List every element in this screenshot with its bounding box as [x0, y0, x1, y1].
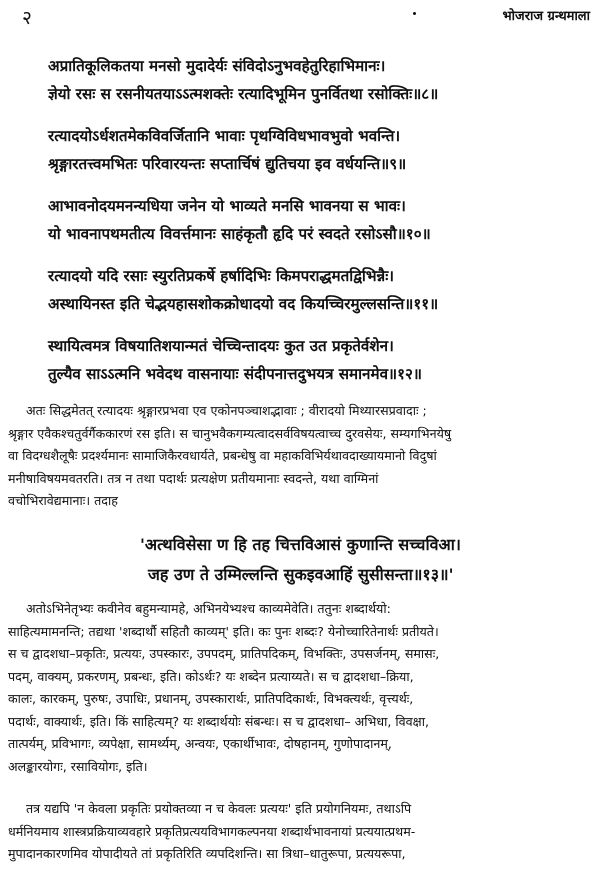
verse-line: रत्यादयो यदि रसाः स्युरतिप्रकर्षे हर्षादिभिः किमपराद्धमतद्विभिन्नैः। [48, 267, 395, 285]
verse-9 [48, 122, 588, 178]
text-line: श्रृङ्गार एवैकश्चतुर्वर्गैककारणं रस इति। स चानुभवैकगम्यत्वादसर्वविषयत्वाच्च दुरवसेयः, सम्यगभिनयेषु [8, 425, 452, 441]
verse-line: स्थायित्वमत्र विषयातिशयान्मतं चेच्चिन्तादयः कुत उत प्रकृतेर्वशेन। [48, 337, 394, 355]
text-line: तात्पर्यम्, प्रविभागः, व्यपेक्षा, सामर्थ्यम्, अन्वयः, एकार्थीभावः, दोषहानम्, गुणोपादानम्, [8, 736, 392, 751]
text-line: स च द्वादशधा–प्रकृतिः, प्रत्ययः, उपस्कारः, उपपदम्, प्रातिपदिकम्, विभक्तिः, उपसर्जनम्, समासः, [8, 646, 440, 661]
text-line: कालः, कारकम्, पुरुषः, उपाधिः, प्रधानम्, उपस्कारार्थः, प्रातिपदिकार्थः, विभक्त्यर्थः, वृत्त्यर्थः, [8, 691, 414, 706]
page-number: २ [22, 7, 32, 29]
header-dot [413, 12, 416, 15]
verse-line: जह उण ते उम्मिल्लन्ति सुकइवआहिं सुसीसन्ता॥१३॥' [148, 565, 454, 584]
verse-line: अप्रातिकूलिकतया मनसो मुदादेर्यः संविदोऽनुभवहेतुरिहाभिमानः। [48, 57, 386, 75]
commentary-paragraph-3 [8, 798, 592, 866]
verse-line: आभावनोदयमनन्यधिया जनेन यो भाव्यते मनसि भावनया स भावः। [48, 197, 406, 215]
page-header [8, 2, 592, 28]
verse-10 [48, 192, 588, 248]
text-line: धर्मनियमाय शास्त्रप्रक्रियाव्यवहारे प्रकृतिप्रत्ययविभागकल्पनया शब्दार्थभावनायां प्रत्ययात्प्रथम- [8, 823, 416, 839]
verse-8 [48, 52, 588, 108]
verse-line: यो भावनापथमतीत्य विवर्त्तमानः साहंकृतौ हृदि परं स्वदते रसोऽसौ॥१०॥ [48, 225, 431, 243]
text-line: अतः सिद्धमेतत् रत्यादयः श्रृङ्गारप्रभवा एव एकोनपञ्चाशद्भावाः ; वीरादयो मिथ्यारसप्रवादाः ; [26, 403, 427, 418]
commentary-paragraph-2 [8, 598, 592, 778]
verse-line: 'अत्थविसेसा ण हि तह चित्तविआसं कुणान्ति सच्चविआ। [140, 535, 461, 554]
text-line: तत्र यद्यपि 'न केवला प्रकृतिः प्रयोक्तव्या न च केवलः प्रत्ययः' इति प्रयोगनियमः, तथाऽपि [26, 801, 412, 816]
text-line: पदम्, वाक्यम्, प्रकरणम्, प्रबन्धः, इति। कोऽर्थः? यः शब्देन प्रत्याय्यते। स च द्वादशधा–क्रिया, [8, 668, 414, 684]
verse-line: रत्यादयोऽर्धशतमेकविवर्जितानि भावाः पृथग्विविधभावभुवो भवन्ति। [48, 127, 401, 145]
verse-line: श्रृङ्गारतत्त्वमभितः परिवारयन्तः सप्तार्चिषं द्युतिचया इव वर्धयन्ति॥९॥ [48, 155, 407, 173]
verse-line: अस्थायिनस्त इति चेद्भयहासशोकक्रोधादयो वद कियच्चिरमुल्लसन्ति॥११॥ [48, 295, 439, 313]
text-line: पदार्थः, वाक्यार्थः, इति। किं साहित्यम्? यः शब्दार्थयोः संबन्धः। स च द्वादशधा– अभिधा, विवक्षा, [8, 713, 429, 729]
text-line: अतोऽभिनेतृभ्यः कवीनेव बहुमन्यामहे, अभिनयेभ्यश्च काव्यमेवेति। ततुनः शब्दार्थयो: [26, 601, 391, 616]
text-line: अलङ्कारयोगः, रसावियोगः, इति। [8, 758, 148, 774]
text-line: मुपादानकारणमिव योपादीयते तां प्रकृतिरिति व्यपदिशन्ति। सा त्रिधा–धातुरूपा, प्रत्ययरूपा, [8, 846, 406, 861]
text-line: मनीषाविषयमवतरति। तत्र न तथा पदार्थः प्रत्यक्षेण प्रतीयमानाः स्वदन्ते, यथा वाग्मिनां [8, 470, 379, 486]
verse-line: ज्ञेयो रसः स रसनीयतयाऽऽत्मशक्तेः रत्यादिभूमिन पुनर्वितथा रसोक्तिः॥८॥ [48, 85, 439, 103]
verse-line: तुल्यैव साऽऽत्मनि भवेदथ वासनायाः संदीपनात्तदुभयत्र समानमेव॥१२॥ [48, 365, 423, 383]
prakrit-verse [140, 530, 600, 590]
text-line: साहित्यमामनन्ति; तद्यथा 'शब्दार्थौ सहितौ काव्यम्' इति। कः पुनः शब्दः? येनोच्चारितेनार्थः प्रतीयते। [8, 623, 439, 639]
text-line: वचोभिरावेद्यमानाः। तदाह [8, 493, 118, 508]
running-head: भोजराज ग्रन्थमाला [502, 9, 590, 24]
verse-12 [48, 332, 588, 388]
verse-block [48, 52, 588, 402]
verse-11 [48, 262, 588, 318]
commentary-paragraph-1 [8, 400, 592, 513]
text-line: वा विदग्धशैलूषैः प्रदर्श्यमानः सामाजिकैरवधार्यते, प्रबन्धेषु वा महाकविभिर्यथावदाख्यायमानो विदुषां [8, 448, 437, 463]
